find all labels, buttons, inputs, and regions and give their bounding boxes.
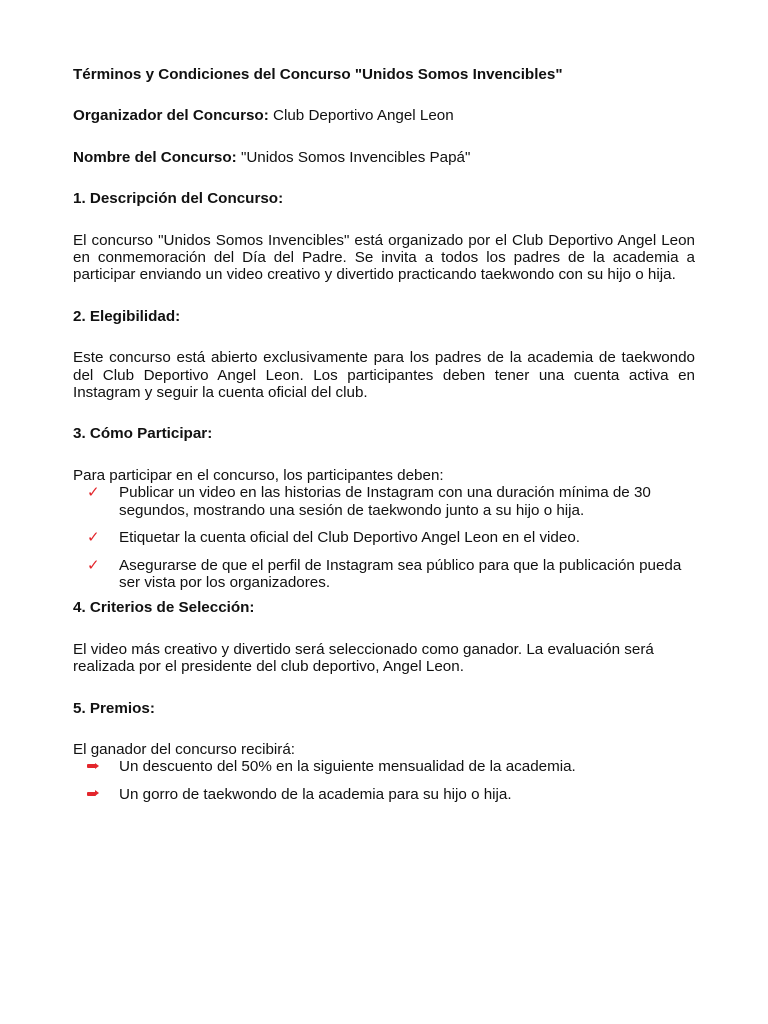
check-icon: ✓ [87,556,100,574]
section-body-eligibility: Este concurso está abierto exclusivamente para los padres de la academia de taekwondo del Club Deportivo Angel Leon. Los participantes deben tener una cuenta activa en Instagram y seguir la cuenta oficial del club. [73,349,695,402]
list-item-text: Un gorro de taekwondo de la academia para su hijo o hija. [119,785,512,803]
list-item-text: Publicar un video en las historias de Instagram con una duración mínima de 30 segundos, mostrando una sesión de taekwondo junto a su hijo o hija. [119,484,651,519]
section-heading-eligibility: 2. Elegibilidad: [73,307,181,325]
contest-name-value: "Unidos Somos Invencibles Papá" [236,148,471,166]
organizer-line [73,107,695,124]
section-heading-criteria: 4. Criterios de Selección: [73,599,255,617]
list-item [73,529,695,546]
participation-steps-list [73,484,695,591]
list-item [73,786,695,803]
check-icon: ✓ [87,529,100,547]
organizer-label: Organizador del Concurso: [73,107,269,125]
list-item [73,484,695,519]
check-icon: ✓ [87,484,100,502]
section-heading-prizes: 5. Premios: [73,699,155,717]
list-item [73,557,695,592]
section-body-criteria: El video más creativo y divertido será seleccionado como ganador. La evaluación será realizada por el presidente del club deportivo, Angel Leon. [73,640,654,676]
document-page [73,66,695,803]
arrow-right-icon [87,786,101,803]
contest-name-line [73,149,695,166]
list-item [73,758,695,775]
arrow-right-icon [87,758,101,775]
list-item-text: Asegurarse de que el perfil de Instagram sea público para que la publicación pueda ser vista por los organizadores. [119,556,682,591]
section-intro-how-to: Para participar en el concurso, los participantes deben: [73,466,444,484]
list-item-text: Etiquetar la cuenta oficial del Club Deportivo Angel Leon en el video. [119,529,580,547]
contest-name-label: Nombre del Concurso: [73,148,237,166]
organizer-value: Club Deportivo Angel Leon [268,107,454,125]
section-intro-prizes: El ganador del concurso recibirá: [73,740,296,758]
section-heading-description: 1. Descripción del Concurso: [73,190,284,208]
section-body-description: El concurso "Unidos Somos Invencibles" está organizado por el Club Deportivo Angel Leon en conmemoración del Día del Padre. Se invita a todos los padres de la academia a participar enviando un video creativo y divertido practicando taekwondo con su hijo o hija. [73,231,695,284]
prizes-list [73,758,695,803]
document-title: Términos y Condiciones del Concurso "Unidos Somos Invencibles" [73,66,563,83]
section-heading-how-to: 3. Cómo Participar: [73,425,213,443]
list-item-text: Un descuento del 50% en la siguiente mensualidad de la academia. [119,758,576,776]
